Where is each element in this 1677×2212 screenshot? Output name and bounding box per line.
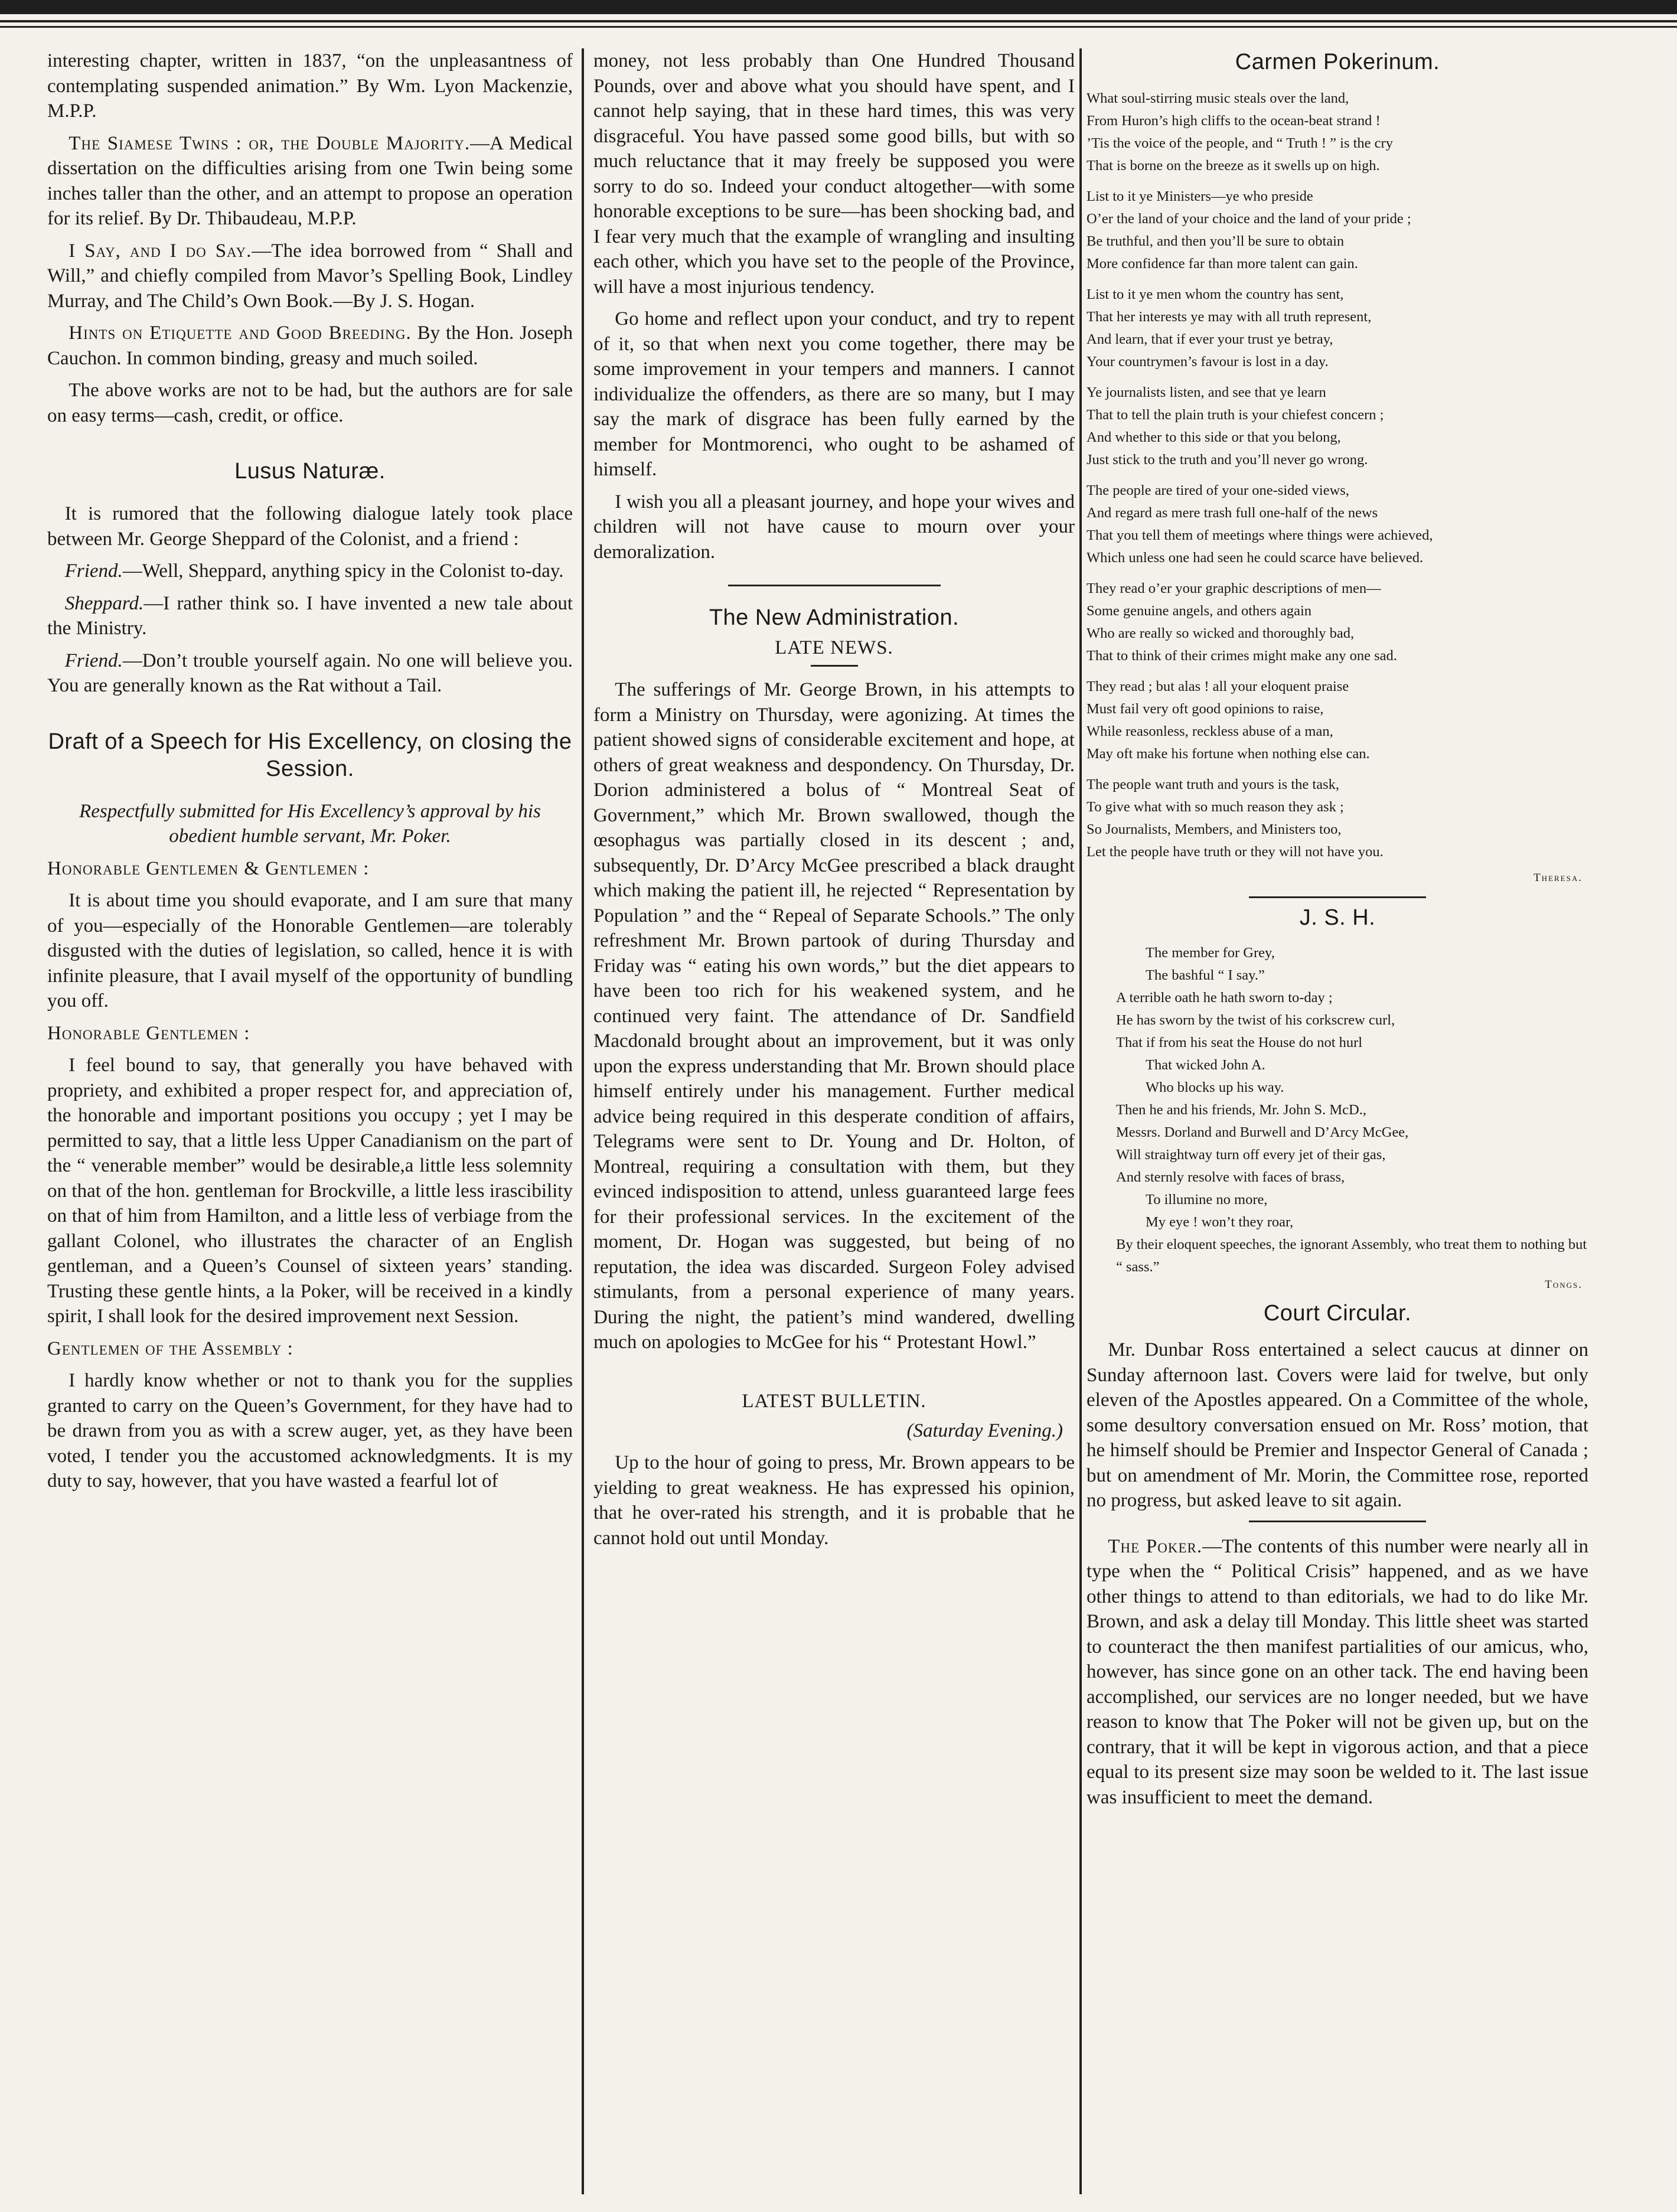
poem-line: That to tell the plain truth is your chiefest concern ;: [1087, 407, 1384, 423]
subheading-rule: [811, 665, 858, 667]
section-separator: [1249, 896, 1426, 898]
poem-line: Ye journalists listen, and see that ye learn: [1087, 384, 1326, 400]
poem-stanza: [1087, 185, 1588, 275]
poem-line: Messrs. Dorland and Burwell and D’Arcy McGee,: [1116, 1124, 1409, 1140]
late-news-subheading: LATE NEWS.: [775, 637, 893, 658]
poem-line: That wicked John A.: [1146, 1057, 1265, 1073]
poem-stanza: [1087, 381, 1588, 471]
poem-line: Which unless one had seen he could scarce have believed.: [1087, 550, 1424, 566]
poem-stanza: [1087, 283, 1588, 373]
poem-line: Who blocks up his way.: [1146, 1079, 1284, 1095]
lusus-friend-line-1: [47, 559, 573, 584]
poem-line: My eye ! won’t they roar,: [1146, 1214, 1294, 1230]
intro-paragraph: interesting chapter, written in 1837, “on the unpleasantness of contemplating suspended animation.” By Wm. Lyon Mackenzie, M.P.P.: [47, 50, 573, 122]
top-thick-rule: [0, 0, 1677, 14]
poem-line: And learn, that if ever your trust ye betray,: [1087, 331, 1333, 347]
go-home-paragraph: Go home and reflect upon your conduct, and try to repent of it, so that when next you come together, there may be some improvement in your tempers and manners. I cannot individualize the offenders, as there are so many, but I may say the mark of disgrace has been fully earned by the member for Montmorenci, who ought to be ashamed of himself.: [593, 308, 1075, 480]
column-3: [1087, 48, 1588, 2188]
poem-line: O’er the land of your choice and the land of your pride ;: [1087, 211, 1411, 227]
friend-text: —Well, Sheppard, anything spicy in the Colonist to-day.: [122, 560, 564, 582]
poem-line: He has sworn by the twist of his corkscrew curl,: [1116, 1012, 1395, 1028]
top-rule-2: [0, 26, 1677, 28]
poem-line: To illumine no more,: [1146, 1192, 1268, 1208]
poem-line: The member for Grey,: [1146, 945, 1275, 961]
column-rule-right: [1079, 48, 1082, 2194]
masthead-rules: [0, 0, 1677, 30]
lusus-dialogue: [47, 501, 573, 699]
section-separator: [1249, 1521, 1426, 1522]
poem-line: Who are really so wicked and thoroughly bad,: [1087, 625, 1355, 641]
poem-line: And whether to this side or that you belong,: [1087, 429, 1341, 445]
friend-label: Friend.: [64, 560, 123, 582]
poem-signature: Theresa.: [1534, 872, 1583, 884]
poem-line: That is borne on the breeze as it swells up on high.: [1087, 158, 1380, 174]
poem-line: To give what with so much reason they ask ;: [1087, 799, 1344, 815]
poem-line: By their eloquent speeches, the ignorant Assembly, who treat them to nothing but “ sass.”: [1116, 1236, 1587, 1275]
poem-line: Let the people have truth or they will not have you.: [1087, 844, 1384, 860]
poem-line: A terrible oath he hath sworn to-day ;: [1116, 990, 1333, 1006]
poem-line: May oft make his fortune when nothing else can.: [1087, 746, 1370, 762]
draft-paragraph-3: I hardly know whether or not to thank you for the supplies granted to carry on the Queen’s Government, for they have had to be drawn from you as with a screw auger, yet, as they have been voted, I tender you the accustomed acknowledgments. It is my duty to say, however, that you have wasted a fearful lot of: [47, 1370, 573, 1492]
poem-line: Your countrymen’s favour is lost in a day.: [1087, 354, 1329, 370]
carmen-pokerinum-poem: [1087, 87, 1588, 863]
poem-line: The people are tired of your one-sided views,: [1087, 482, 1349, 498]
poem-line: Be truthful, and then you’ll be sure to obtain: [1087, 233, 1345, 249]
sheppard-label: Sheppard.: [64, 592, 144, 614]
column-1: [47, 48, 573, 2188]
hints-title: Hints on Etiquette and Good Breeding.: [68, 322, 412, 344]
pleasant-journey-paragraph: I wish you all a pleasant journey, and hope your wives and children will not have cause to mourn over your demoralization.: [593, 491, 1075, 563]
latest-bulletin-heading: LATEST BULLETIN.: [742, 1390, 926, 1412]
poem-line: That her interests ye may with all truth represent,: [1087, 309, 1372, 325]
bulletin-paragraph: Up to the hour of going to press, Mr. Brown appears to be yielding to great weakness. He has expressed his opinion, that he over-rated his strength, and it is probable that he cannot hold out until Monday.: [593, 1452, 1075, 1549]
siamese-twins-body: —A Medical dissertation on the difficulties arising from one Twin being some inches taller than the other, and an attempt to propose an operation for its relief. By Dr. Thibaudeau, M.P.P.: [47, 132, 573, 229]
salutation-3: Gentlemen of the Assembly :: [47, 1337, 293, 1359]
poem-stanza: [1087, 479, 1588, 569]
poem-line: From Huron’s high cliffs to the ocean-beat strand !: [1087, 113, 1381, 129]
poem-signature: Tongs.: [1545, 1278, 1583, 1291]
court-circular-heading: Court Circular.: [1263, 1301, 1412, 1326]
lusus-intro: It is rumored that the following dialogue lately took place between Mr. George Sheppard of the Colonist, and a friend :: [47, 503, 573, 550]
poem-line: While reasonless, reckless abuse of a man,: [1087, 723, 1333, 739]
poem-line: Just stick to the truth and you’ll never go wrong.: [1087, 452, 1368, 468]
friend-label: Friend.: [64, 650, 123, 671]
new-administration-heading: The New Administration.: [709, 605, 960, 630]
draft-speech-subtitle: Respectfully submitted for His Excellency’s approval by his obedient humble servant, Mr. Poker.: [79, 800, 541, 847]
friend-text: —Don’t trouble yourself again. No one will believe you. You are generally known as the Rat without a Tail.: [47, 650, 573, 696]
siamese-twins-paragraph: [47, 131, 573, 231]
column-rule-left: [582, 48, 584, 2194]
poker-notice-body: —The contents of this number were nearly all in type when the “ Political Crisis” happened, and as we have other things to attend to than editorials, we had to do like Mr. Brown, and ask a delay till Monday. This little sheet was started to counteract the then manifest partialities of our amicus, who, however, has since gone on an other tack. The end having been accomplished, our services are no longer needed, but we have reason to know that The Poker will not be given up, but on the contrary, that it will be kept in vigorous action, and that a piece equal to its present size may soon be welded to it. The last issue was insufficient to meet the demand.: [1087, 1535, 1588, 1808]
poem-line: So Journalists, Members, and Ministers too,: [1087, 821, 1342, 837]
poem-line: List to it ye Ministers—ye who preside: [1087, 188, 1313, 204]
lusus-naturae-heading: Lusus Naturæ.: [234, 459, 386, 484]
i-say-body: —The idea borrowed from “ Shall and Will,” and chiefly compiled from Mavor’s Spelling Book, Lindley Murray, and The Child’s Own Book.—By J. S. Hogan.: [47, 240, 573, 312]
poem-line: And sternly resolve with faces of brass,: [1116, 1169, 1345, 1185]
sheppard-text: —I rather think so. I have invented a new tale about the Ministry.: [47, 592, 573, 639]
poem-line: Must fail very oft good opinions to raise,: [1087, 701, 1324, 717]
poem-stanza: [1087, 676, 1588, 765]
jsh-poem: [1087, 942, 1588, 1278]
salutation-2: Honorable Gentlemen :: [47, 1022, 250, 1044]
poem-line: What soul-stirring music steals over the land,: [1087, 90, 1349, 106]
poem-line: That you tell them of meetings where things were achieved,: [1087, 527, 1433, 543]
top-rule-1: [0, 20, 1677, 22]
draft-speech-heading: Draft of a Speech for His Excellency, on closing the Session.: [48, 729, 572, 781]
court-circular-paragraph: Mr. Dunbar Ross entertained a select caucus at dinner on Sunday afternoon last. Covers were laid for twelve, but only eleven of the Apostles appeared. On a Committee of the whole, some desultory conversation ensued on Mr. Ross’ motion, that he himself should be Premier and Inspector General of Canada ; but on amendment of Mr. Morin, the Committee rose, reported no progress, but asked leave to sit again.: [1087, 1339, 1588, 1511]
poker-notice-paragraph: [1087, 1534, 1588, 1810]
section-separator: [728, 585, 941, 586]
hints-body: By the Hon. Joseph Cauchon. In common binding, greasy and much soiled.: [47, 322, 573, 369]
poem-line: The bashful “ I say.”: [1146, 967, 1265, 983]
poem-line: That to think of their crimes might make any one sad.: [1087, 648, 1397, 664]
poem-line: And regard as mere trash full one-half of the news: [1087, 505, 1378, 521]
hints-paragraph: [47, 321, 573, 371]
siamese-twins-title: The Siamese Twins : or, the Double Majority.: [68, 132, 471, 154]
administration-paragraph: The sufferings of Mr. George Brown, in his attempts to form a Ministry on Thursday, were agonizing. At times the patient showed signs of considerable excitement and hope, at others of great weakness and despondency. On Thursday, Dr. Dorion administered a bolus of “ Montreal Seat of Government,” which Mr. Brown swallowed, though the œsophagus was partially closed in its descent ; and, subsequently, Dr. D’Arcy McGee prescribed a black draught which making the patient ill, he rejected “ Representation by Population ” and the “ Repeal of Separate Schools.” The only refreshment Mr. Brown partook of during Thursday and Friday was “ eating his own words,” but the diet appears to have been too rich for his weakened system, and he continued very faint. The attendance of Dr. Sandfield Macdonald brought about an improvement, but it was only upon the express understanding that Mr. Brown should place himself entirely under his management. Further medical advice being required in this desperate condition of affairs, Telegrams were sent to Dr. Young and Dr. Holton, of Montreal, requiring a consultation with them, but they evinced indisposition to attend, unless guaranteed large fees for their professional services. In the excitement of the moment, Dr. Hogan was suggested, but being of no reputation, the idea was discarded. Surgeon Foley advised stimulants, from a personal experience of many years. During the night, the patient’s mind wandered, dwelling much on apologies to McGee for his “ Protestant Howl.”: [593, 679, 1075, 1353]
carmen-pokerinum-heading: Carmen Pokerinum.: [1235, 50, 1440, 74]
speech-continuation: money, not less probably than One Hundred Thousand Pounds, over and above what you should have spent, and I cannot help saying, that in these hard times, this was very disgraceful. You have passed some good bills, but with so much reluctance that it may freely be supposed you were sorry to do so. Indeed your conduct altogether—with some honorable exceptions to be sure—has been shocking bad, and I fear very much that the example of wrangling and insulting each other, which you have set to the people of the Province, will have a most injurious tendency.: [593, 50, 1075, 298]
poem-line: More confidence far than more talent can gain.: [1087, 256, 1358, 272]
poem-stanza: [1087, 87, 1588, 177]
above-works-paragraph: The above works are not to be had, but the authors are for sale on easy terms—cash, credit, or office.: [47, 380, 573, 426]
poem-line: Will straightway turn off every jet of their gas,: [1116, 1147, 1386, 1163]
poem-stanza: [1087, 774, 1588, 863]
lusus-sheppard-line: [47, 591, 573, 641]
poem-line: List to it ye men whom the country has sent,: [1087, 286, 1344, 302]
column-2: [593, 48, 1075, 2188]
poem-line: The people want truth and yours is the task,: [1087, 777, 1339, 792]
jsh-heading: J. S. H.: [1299, 905, 1376, 930]
bulletin-time: (Saturday Evening.): [906, 1420, 1063, 1441]
draft-paragraph-2: I feel bound to say, that generally you have behaved with propriety, and exhibited a proper respect for, and appreciation of, the honorable and important positions you occupy ; yet I may be permitted to say, that a little less Upper Canadianism on the part of the “ venerable member” would be desirable,a little less solemnity on that of the hon. gentleman for Brockville, a little less irascibility on that of him from Hamilton, and a little less of verbiage from the gallant Colonel, who illustrates the character of an English gentleman, and a Queen’s Counsel of sixteen years’ standing. Trusting these gentle hints, a la Poker, will be received in a kindly spirit, I shall look for the desired improvement next Session.: [47, 1055, 573, 1327]
poker-notice-title: The Poker.: [1108, 1535, 1203, 1557]
i-say-title: I Say, and I do Say.: [68, 240, 252, 262]
i-say-paragraph: [47, 239, 573, 314]
salutation-1: Honorable Gentlemen & Gentlemen :: [47, 857, 370, 879]
poem-line: They read o’er your graphic descriptions of men—: [1087, 580, 1381, 596]
poem-line: They read ; but alas ! all your eloquent praise: [1087, 678, 1349, 694]
poem-line: That if from his seat the House do not hurl: [1116, 1035, 1363, 1050]
poem-line: ’Tis the voice of the people, and “ Truth ! ” is the cry: [1087, 135, 1393, 151]
poem-stanza: [1087, 578, 1588, 667]
lusus-friend-line-2: [47, 648, 573, 699]
poem-line: Then he and his friends, Mr. John S. McD.,: [1116, 1102, 1366, 1118]
poem-line: Some genuine angels, and others again: [1087, 603, 1312, 619]
draft-paragraph-1: It is about time you should evaporate, and I am sure that many of you—especially of the Honorable Gentlemen—are tolerably disgusted with the duties of legislation, so called, hence it is with infinite pleasure, that I avail myself of the opportunity of bundling you off.: [47, 890, 573, 1012]
